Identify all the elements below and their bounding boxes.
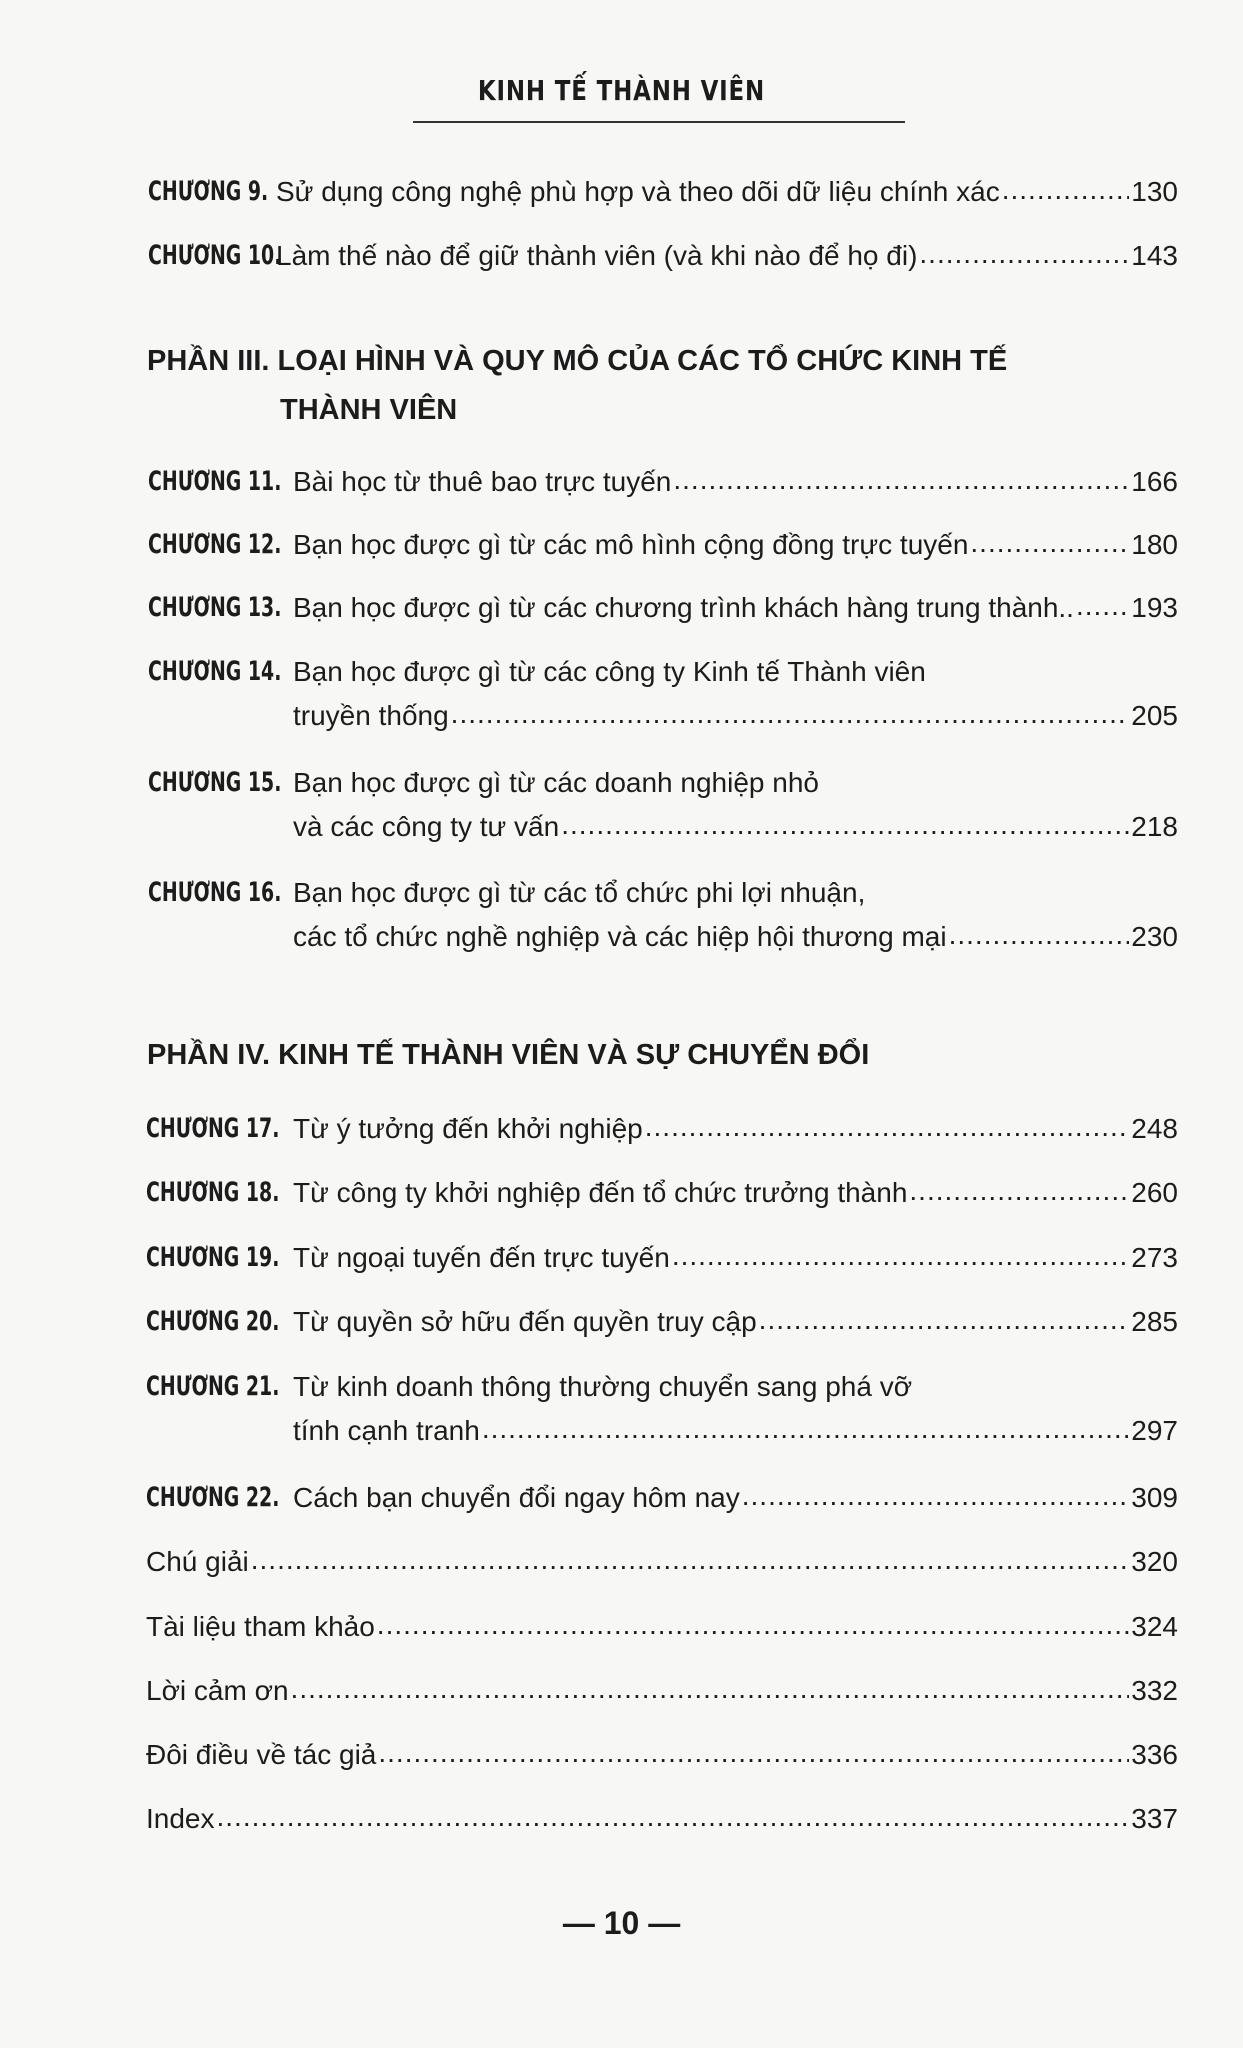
leader-dots (291, 1672, 1130, 1706)
chapter-title-line-2: truyền thống (293, 700, 449, 731)
page-ref: 332 (1131, 1675, 1178, 1706)
page-ref: 130 (1131, 176, 1178, 207)
toc-entry-about-author[interactable] (146, 1738, 1178, 1772)
chapter-title-line-2: và các công ty tư vấn (293, 811, 560, 842)
entry-title: Đôi điều về tác giả (146, 1739, 377, 1770)
leader-dots (378, 1736, 1129, 1770)
chapter-label: CHƯƠNG 20. (146, 1306, 280, 1337)
toc-row (293, 528, 1178, 562)
entry-title: Chú giải (146, 1546, 249, 1577)
toc-row (293, 699, 1178, 733)
toc-entry-index[interactable] (146, 1802, 1178, 1836)
chapter-label: CHƯƠNG 16. (148, 877, 282, 908)
entry-title: Lời cảm ơn (146, 1675, 289, 1706)
chapter-label: CHƯƠNG 22. (146, 1482, 280, 1513)
chapter-title-line-2: các tổ chức nghề nghiệp và các hiệp hội thương mại (293, 921, 947, 952)
chapter-title: Bạn học được gì từ các mô hình cộng đồng trực tuyến (293, 529, 969, 560)
page-ref: 297 (1131, 1415, 1178, 1446)
chapter-title-line-1: Bạn học được gì từ các tổ chức phi lợi nhuận, (293, 877, 866, 908)
chapter-title: Từ quyền sở hữu đến quyền truy cập (293, 1306, 757, 1337)
header-divider (413, 121, 905, 123)
toc-row (293, 1112, 1178, 1146)
page-ref: 337 (1131, 1803, 1178, 1834)
leader-dots (949, 918, 1130, 952)
chapter-title-line-1: Bạn học được gì từ các doanh nghiệp nhỏ (293, 767, 819, 798)
chapter-title: Sử dụng công nghệ phù hợp và theo dõi dữ liệu chính xác (276, 176, 1000, 207)
chapter-label: CHƯƠNG 21. (146, 1371, 280, 1402)
toc-row (293, 591, 1178, 625)
leader-dots (251, 1543, 1130, 1577)
leader-dots (451, 697, 1130, 731)
chapter-label: CHƯƠNG 17. (146, 1113, 280, 1144)
chapter-label: CHƯƠNG 10. (148, 240, 282, 271)
leader-dots (217, 1800, 1130, 1834)
toc-row (276, 175, 1178, 209)
leader-dots (645, 1110, 1130, 1144)
chapter-title: Làm thế nào để giữ thành viên (và khi nào để họ đi) (276, 240, 918, 271)
page-ref: 248 (1131, 1113, 1178, 1144)
chapter-title-line-2: tính cạnh tranh (293, 1415, 480, 1446)
chapter-label: CHƯƠNG 12. (148, 529, 282, 560)
leader-dots (909, 1174, 1129, 1208)
chapter-title: Bạn học được gì từ các chương trình khách hàng trung thành.. (293, 592, 1074, 623)
toc-row (276, 239, 1178, 273)
page-ref: 218 (1131, 811, 1178, 842)
toc-row (293, 465, 1178, 499)
part-title-continued: THÀNH VIÊN (280, 394, 458, 426)
leader-dots (377, 1608, 1129, 1642)
page-ref: 205 (1131, 700, 1178, 731)
entry-title: Index (146, 1803, 215, 1834)
toc-entry-acknowledgements[interactable] (146, 1674, 1178, 1708)
page-ref: 180 (1131, 529, 1178, 560)
page-ref: 273 (1131, 1242, 1178, 1273)
leader-dots (1076, 589, 1129, 623)
chapter-title: Từ công ty khởi nghiệp đến tổ chức trưởng thành (293, 1177, 908, 1208)
chapter-label: CHƯƠNG 19. (146, 1242, 280, 1273)
page-ref: 285 (1131, 1306, 1178, 1337)
leader-dots (742, 1479, 1130, 1513)
page-number: — 10 — (562, 1905, 681, 1941)
chapter-title: Bài học từ thuê bao trực tuyến (293, 466, 672, 497)
toc-entry-references[interactable] (146, 1610, 1178, 1644)
toc-row (293, 1241, 1178, 1275)
page-ref: 166 (1131, 466, 1178, 497)
page-ref: 336 (1131, 1739, 1178, 1770)
chapter-label: CHƯƠNG 15. (148, 767, 282, 798)
page-ref: 309 (1131, 1482, 1178, 1513)
leader-dots (1002, 173, 1130, 207)
chapter-title: Từ ngoại tuyến đến trực tuyến (293, 1242, 670, 1273)
leader-dots (482, 1412, 1129, 1446)
page-ref: 143 (1131, 240, 1178, 271)
chapter-label: CHƯƠNG 14. (148, 656, 282, 687)
leader-dots (673, 463, 1129, 497)
page-ref: 230 (1131, 921, 1178, 952)
toc-row (293, 1305, 1178, 1339)
toc-row (293, 1176, 1178, 1210)
chapter-title: Cách bạn chuyển đổi ngay hôm nay (293, 1482, 740, 1513)
page-ref: 193 (1131, 592, 1178, 623)
toc-row (293, 1414, 1178, 1448)
leader-dots (561, 808, 1129, 842)
chapter-title: Từ ý tưởng đến khởi nghiệp (293, 1113, 643, 1144)
toc-entry-notes[interactable] (146, 1545, 1178, 1579)
chapter-title-line-1: Bạn học được gì từ các công ty Kinh tế Thành viên (293, 656, 926, 687)
entry-title: Tài liệu tham khảo (146, 1611, 375, 1642)
page-ref: 260 (1131, 1177, 1178, 1208)
toc-row (293, 920, 1178, 954)
toc-row (293, 1481, 1178, 1515)
chapter-label: CHƯƠNG 9. (148, 176, 269, 207)
page-ref: 320 (1131, 1546, 1178, 1577)
part-title: PHẦN IV. KINH TẾ THÀNH VIÊN VÀ SỰ CHUYỂN ĐỔI (147, 1039, 870, 1071)
chapter-label: CHƯƠNG 11. (148, 466, 282, 497)
part-title: PHẦN III. LOẠI HÌNH VÀ QUY MÔ CỦA CÁC TỔ CHỨC KINH TẾ (147, 345, 1008, 377)
chapter-label: CHƯƠNG 18. (146, 1177, 280, 1208)
page-ref: 324 (1131, 1611, 1178, 1642)
leader-dots (919, 237, 1129, 271)
chapter-label: CHƯƠNG 13. (148, 592, 282, 623)
leader-dots (970, 526, 1129, 560)
leader-dots (672, 1239, 1129, 1273)
running-header: KINH TẾ THÀNH VIÊN (477, 74, 766, 107)
chapter-title-line-1: Từ kinh doanh thông thường chuyển sang phá vỡ (293, 1371, 913, 1402)
leader-dots (759, 1303, 1130, 1337)
toc-row (293, 810, 1178, 844)
